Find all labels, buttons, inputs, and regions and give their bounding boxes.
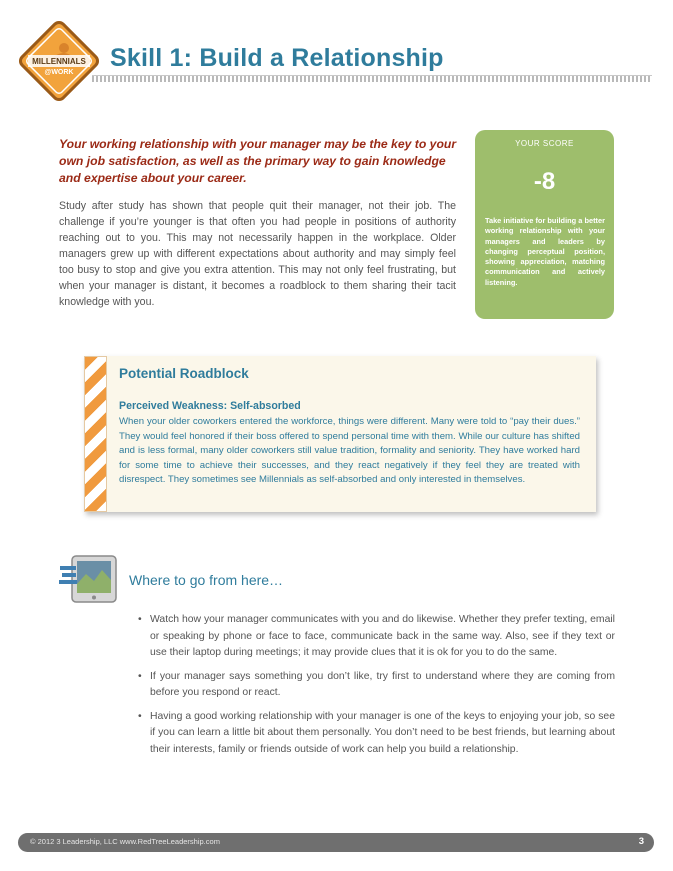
list-item: • If your manager says something you don’t like, try first to understand where they are coming from before you respond or react. [138,669,615,702]
list-item: • Watch how your manager communicates with you and do likewise. Whether they prefer texting, email or speaking by phone or face to face, communicate back in the same way. Also, see if they text or use their laptop during meetings; it may provide clues that it is ok for you to do the same. [138,612,615,662]
action-list [138,612,615,765]
score-label: YOUR SCORE [515,139,574,148]
tablet-icon [58,554,120,606]
logo-text-line2: @WORK [44,69,74,76]
score-value: -8 [533,168,556,195]
roadblock-panel [84,356,596,512]
score-card [475,130,614,319]
roadblock-text: When your older coworkers entered the workforce, things were different. Many were told to “pay their dues.” They would feel honored if their boss offered to spend personal time with them. While our culture has shifted and is less formal, many older coworkers still value tradition, formality and seniority. They have worked hard for some time to achieve their successes, and they react negatively if they feel they are treated with disrespect. They sometimes see Millennials as self-absorbed and only interested in themselves. [119,416,580,485]
title-divider-dotted [92,76,652,82]
roadblock-subtitle: Perceived Weakness: Self-absorbed [119,400,301,412]
millennials-at-work-logo [16,18,102,104]
score-description: Take initiative for building a better working relationship with your managers and leaders by changing perceptual position, showing appreciation, matching communication and actively listening. [485,216,605,287]
body-paragraph: Study after study has shown that people quit their manager, not their job. The challenge if you’re younger is that often you had people in positions of authority reaching out to you. This may not necessarily happen in the workplace. Older managers grew up with different expectations about authority and may simply feel too busy to stop and give you extra attention. This may not only feel frustrating, but when your manager is distant, it becomes a roadblock to them sharing their tacit knowledge with you. [59,200,456,308]
roadblock-title: Potential Roadblock [119,366,249,381]
footer-copyright: © 2012 3 Leadership, LLC www.RedTreeLeadership.com [30,837,220,846]
page-number: 3 [638,836,644,847]
page-footer [18,833,654,852]
page-title: Skill 1: Build a Relationship [110,44,444,72]
list-item: • Having a good working relationship with your manager is one of the keys to enjoying your job, so see if you can learn a little bit about them personally. You don’t need to be best friends, but learning about their interests, family or friends outside of work can help you build a relationship. [138,709,615,759]
logo-text-line1: MILLENNIALS [32,57,86,66]
where-to-go-title: Where to go from here… [129,572,284,588]
intro-callout: Your working relationship with your manager may be the key to your own job satisfaction, as well as the primary way to gain knowledge and expertise about your career. [59,137,457,185]
warning-stripes [84,356,107,512]
